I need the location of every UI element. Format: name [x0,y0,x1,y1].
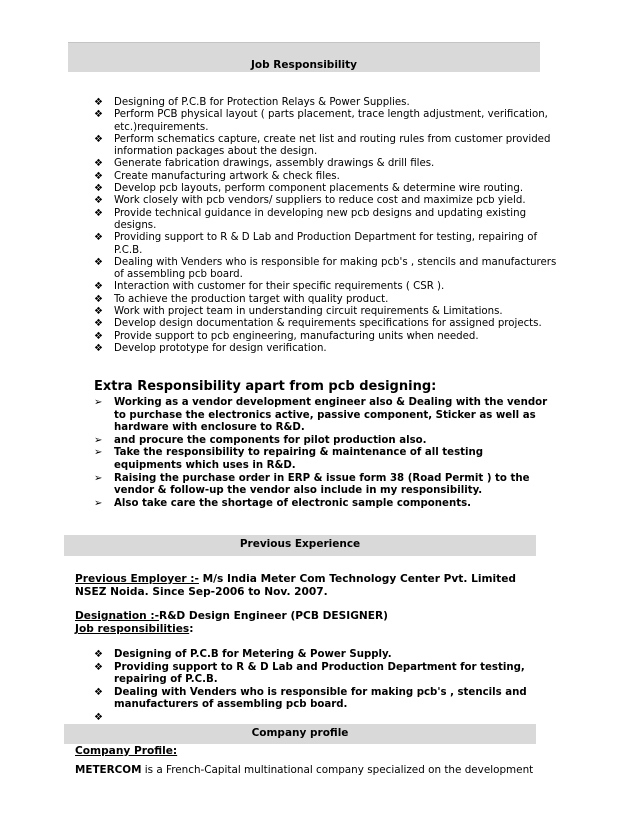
bullet-icon: ❖ [94,170,103,182]
company-name: METERCOM [75,764,142,776]
company-profile-title: Company profile [251,727,349,739]
list-item [94,435,554,448]
list-item [94,318,564,330]
bullet-icon: ➢ [94,434,103,446]
bullet-icon: ➢ [94,472,103,484]
previous-experience-header [64,535,536,556]
list-item [94,109,564,134]
bullet-icon: ❖ [94,195,103,207]
list-item-text: To achieve the production target with quality product. [114,293,389,305]
designation-value: R&D Design Engineer (PCB DESIGNER) [159,610,388,622]
bullet-icon: ❖ [94,711,103,723]
job-responsibility-header [68,42,540,72]
extra-responsibility-list [94,397,554,510]
list-item-text: Dealing with Venders who is responsible for making pcb's , stencils and manufacturers of assembling pcb board. [114,256,557,281]
previous-experience-title: Previous Experience [239,538,361,550]
previous-employer-label: Previous Employer :- [75,573,199,585]
list-item-text: Work with project team in understanding circuit requirements & Limitations. [114,306,503,318]
designation-block [75,610,545,636]
bullet-icon: ❖ [94,158,103,170]
list-item-text: Also take care the shortage of electronic sample components. [114,497,471,509]
list-item-text: Take the responsibility to repairing & maintenance of all testing equipments which uses in R&D. [114,447,484,471]
bullet-icon: ➢ [94,447,103,459]
bullet-icon: ❖ [94,133,103,145]
previous-employer-name: M/s India Meter Com Technology Center Pvt. Limited [198,573,516,585]
list-item-text: Develop prototype for design verification. [114,342,327,354]
company-description-text: is a French-Capital multinational company specialized on the development [141,764,534,776]
list-item [94,687,544,712]
previous-employer-period: NSEZ Noida. Since Sep-2006 to Nov. 2007. [75,586,328,598]
list-item-text: Dealing with Venders who is responsible for making pcb's , stencils and manufacturers of assembling pcb board. [114,686,527,711]
list-item-text: Providing support to R & D Lab and Production Department for testing, repairing of P.C.B. [114,232,538,256]
list-item-text: Designing of P.C.B for Protection Relays & Power Supplies. [114,97,410,108]
bullet-icon: ➢ [94,497,103,509]
list-item-text: Raising the purchase order in ERP & issue form 38 (Road Permit ) to the vendor & follow-up the vendor also include in my responsibility. [114,472,530,497]
list-item [94,257,564,282]
list-item-text: Provide support to pcb engineering, manufacturing units when needed. [114,330,479,342]
list-item [94,649,544,662]
previous-employer [75,573,545,599]
list-item [94,498,554,511]
extra-responsibility-heading: Extra Responsibility apart from pcb designing: [94,379,437,394]
bullet-icon: ❖ [94,97,103,108]
bullet-icon: ❖ [94,281,103,293]
bullet-icon: ❖ [94,306,103,318]
job-responsibility-title: Job Responsibility [251,59,357,71]
bullet-icon: ❖ [94,256,103,268]
list-item-text: Generate fabrication drawings, assembly drawings & drill files. [114,158,435,170]
list-item [94,662,544,687]
list-item [94,473,554,498]
list-item [94,97,564,109]
list-item [94,158,564,170]
list-item-text: Create manufacturing artwork & check files. [114,170,340,182]
company-profile-heading: Company Profile: [75,745,178,757]
bullet-icon: ❖ [94,183,103,195]
designation-label: Designation :- [75,610,160,622]
bullet-icon: ❖ [94,649,103,660]
bullet-icon: ❖ [94,293,103,305]
bullet-icon: ❖ [94,686,103,698]
list-item [94,306,564,318]
bullet-icon: ❖ [94,232,103,244]
bullet-icon: ❖ [94,207,103,219]
list-item [94,447,554,472]
list-item [94,208,564,233]
list-item [94,281,564,293]
list-item [94,397,554,435]
bullet-icon: ➢ [94,397,103,408]
list-item [94,294,564,306]
list-item-text: Develop design documentation & requirements specifications for assigned projects. [114,318,542,330]
list-item [94,183,564,195]
list-item-text: Working as a vendor development engineer also & Dealing with the vendor to purchase the electronics active, passive component, Sticker as well as hardware with enclosure to R&D. [114,397,548,434]
job-responsibility-list [94,97,564,355]
list-item-text: Work closely with pcb vendors/ suppliers to reduce cost and maximize pcb yield. [114,195,526,207]
company-description [75,764,545,776]
list-item-text: Perform schematics capture, create net list and routing rules from customer provided information packages about the design. [114,133,551,158]
job-responsibilities-colon: : [189,623,194,635]
list-item [94,712,544,724]
bullet-icon: ❖ [94,109,103,121]
list-item-text: Providing support to R & D Lab and Production Department for testing, repairing of P.C.B. [114,661,525,686]
list-item [94,331,564,343]
list-item [94,232,564,257]
previous-responsibilities-list [94,649,544,724]
list-item-text: and procure the components for pilot production also. [114,434,427,446]
bullet-icon: ❖ [94,661,103,673]
list-item-text: Provide technical guidance in developing new pcb designs and updating existing designs. [114,207,527,231]
list-item-text: Develop pcb layouts, perform component placements & determine wire routing. [114,183,524,195]
list-item [94,134,564,159]
list-item-text: Interaction with customer for their specific requirements ( CSR ). [114,281,445,293]
bullet-icon: ❖ [94,342,103,354]
list-item-text: Perform PCB physical layout ( parts placement, trace length adjustment, verification, etc.)requirements. [114,109,548,133]
list-item-text: Designing of P.C.B for Metering & Power Supply. [114,649,392,660]
job-responsibilities-label: Job responsibilities [75,623,190,635]
company-profile-header [64,724,536,744]
list-item [94,171,564,183]
list-item [94,343,564,355]
bullet-icon: ❖ [94,318,103,330]
bullet-icon: ❖ [94,330,103,342]
list-item [94,195,564,207]
